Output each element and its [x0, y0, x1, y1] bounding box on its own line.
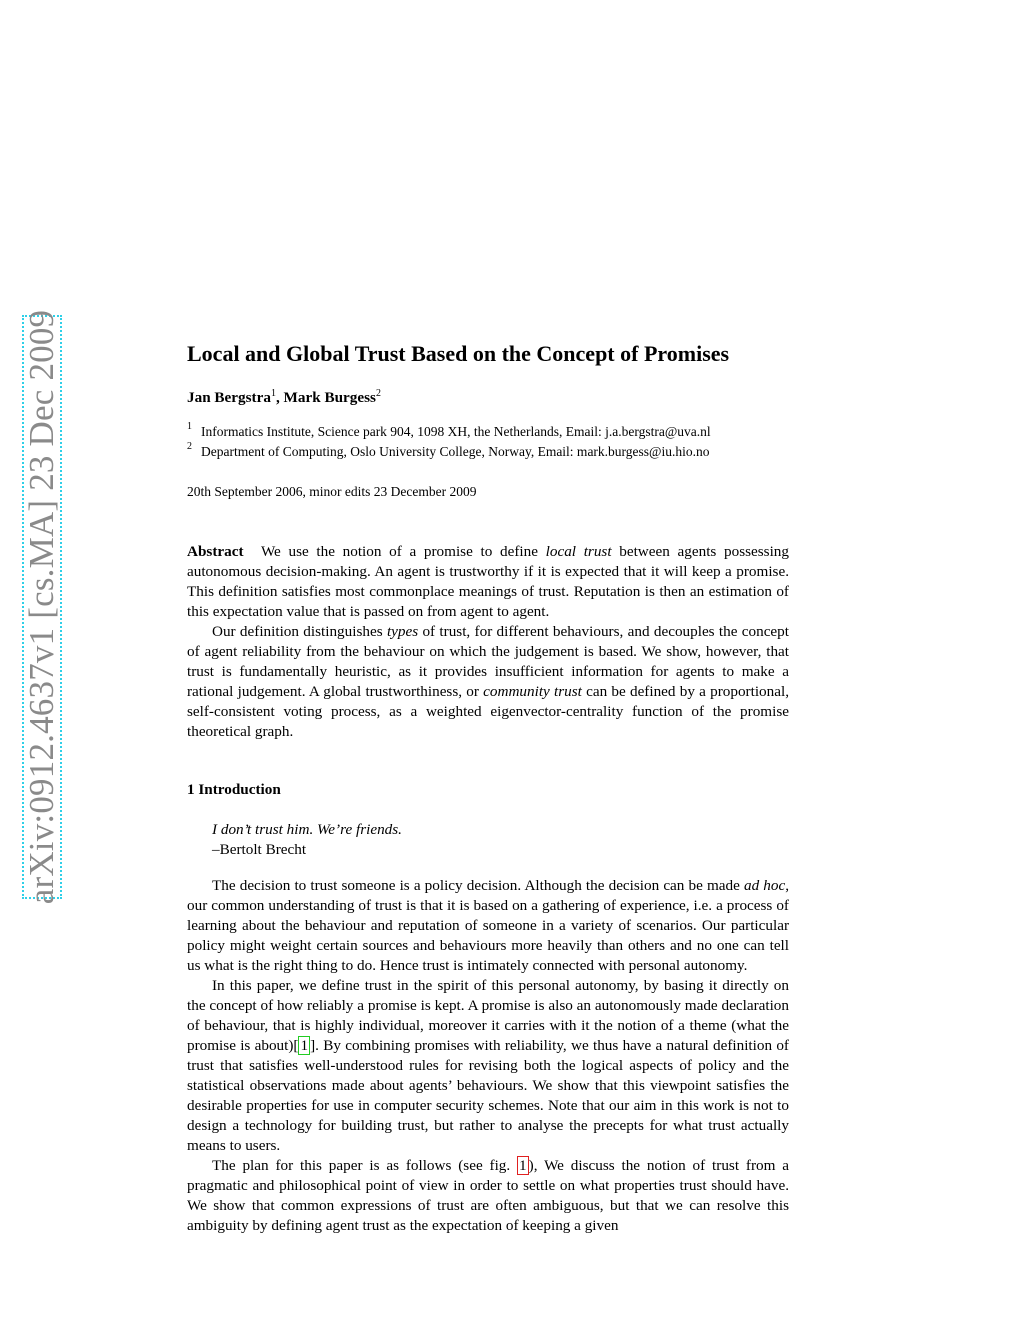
epigraph-author: –Bertolt Brecht — [212, 841, 307, 859]
affiliation-1-number: 1 — [187, 421, 192, 433]
epigraph-quote: I don’t trust him. We’re friends. — [212, 821, 402, 839]
affiliation-2 — [187, 442, 789, 462]
intro-paragraph-2 — [187, 976, 789, 1156]
body-text: , our common understanding of trust is that it is based on a gathering of experience, i.e. a process of learning about the behaviour and reputation of someone in a variety of scenarios. Our particular policy might weight certain sources and behaviours more heavily than others and no one can tell us what is the right thing to do. Hence trust is intimately connected with personal autonomy. — [187, 877, 789, 975]
citation-link[interactable]: 1 — [300, 1037, 309, 1055]
abstract-text: Our definition distinguishes — [212, 623, 387, 641]
paper-title: Local and Global Trust Based on the Concept of Promises — [187, 341, 730, 366]
body-emphasis: ad hoc — [743, 877, 786, 895]
body-text: ]. By combining promises with reliability, we thus have a natural definition of trust that satisfies well-understood rules for revising both the logical aspects of policy and the statistical observations made about agents’ behaviours. We show that this viewpoint satisfies the desirable properties for use in computer security schemes. Note that our aim in this work is not to design a technology for building trust, but rather to analyse the precepts for what trust actually means to users. — [187, 1037, 789, 1155]
author-1-mark: 1 — [270, 388, 276, 399]
abstract-paragraph-2 — [187, 622, 789, 742]
arxiv-stamp — [22, 309, 62, 905]
abstract-emphasis: local trust — [545, 543, 612, 561]
epigraph — [187, 820, 789, 860]
affiliation-2-number: 2 — [187, 441, 192, 453]
author-2: Mark Burgess — [283, 389, 376, 407]
arxiv-id: arXiv:0912.4637v1 [cs.MA] 23 Dec 2009 — [22, 309, 61, 905]
author-1: Jan Bergstra — [187, 389, 271, 407]
paper-date: 20th September 2006, minor edits 23 December 2009 — [187, 484, 477, 500]
body-text: In this paper, we define trust in the spirit of this personal autonomy, by basing it directly on the concept of how reliably a promise is kept. A promise is also an autonomously made declaration of behaviour, that is highly individual, moreover it carries with it the notion of a theme (what the promise is about)[ — [187, 977, 789, 1055]
introduction-body — [187, 876, 789, 1236]
affiliation-2-text: Department of Computing, Oslo University College, Norway, Email: mark.burgess@iu.hio.no — [201, 444, 710, 460]
affiliations — [187, 422, 789, 462]
intro-paragraph-1 — [187, 876, 789, 976]
paper-page — [187, 340, 789, 1236]
abstract-paragraph-1 — [187, 542, 789, 622]
body-text: The decision to trust someone is a policy decision. Although the decision can be made — [212, 877, 744, 895]
abstract-text: between agents possessing autonomous decision-making. An agent is trustworthy if it is expected that it will keep a promise. This definition satisfies most commonplace meanings of trust. Reputation is then an estimation of this expectation value that is passed on from agent to agent. — [187, 543, 789, 621]
affiliation-1 — [187, 422, 789, 442]
abstract-text: can be defined by a proportional, self-consistent voting process, as a weighted eigenvector-centrality function of the promise theoretical graph. — [187, 683, 789, 741]
author-line — [187, 384, 789, 408]
body-text: The plan for this paper is as follows (see fig. — [212, 1157, 518, 1175]
affiliation-1-text: Informatics Institute, Science park 904, 1098 XH, the Netherlands, Email: j.a.bergstra@uva.nl — [201, 424, 711, 440]
abstract-emphasis: types — [386, 623, 419, 641]
author-2-mark: 2 — [375, 388, 381, 399]
abstract — [187, 542, 789, 742]
author-separator: , — [275, 389, 284, 407]
intro-paragraph-3 — [187, 1156, 789, 1236]
abstract-text: We use the notion of a promise to define — [260, 543, 546, 561]
abstract-heading: Abstract — [187, 543, 244, 561]
section-heading-introduction: 1 Introduction — [187, 781, 281, 799]
figure-link[interactable]: 1 — [519, 1157, 527, 1175]
abstract-emphasis: community trust — [483, 683, 582, 701]
abstract-text: of trust, for different behaviours, and decouples the concept of agent reliability from the behaviour on which the judgement is based. We show, however, that trust is fundamentally heuristic, as it provides insufficient information for agents to make a rational judgement. A global trustworthiness, or — [187, 623, 789, 701]
body-text: ), We discuss the notion of trust from a pragmatic and philosophical point of view in order to settle on what properties trust should have. We show that common expressions of trust are often ambiguous, but that we can resolve this ambiguity by defining agent trust as the expectation of keeping a given — [187, 1157, 789, 1235]
